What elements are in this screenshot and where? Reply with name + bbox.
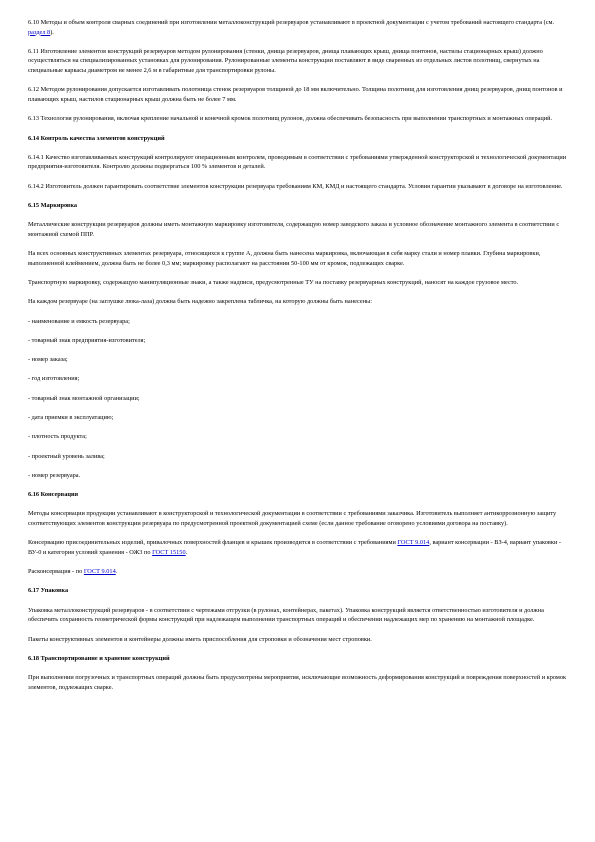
list-item: - товарный знак предприятия-изготовителя;: [28, 336, 146, 344]
paragraph-text: Консервацию присоединительных изделий, привалочных поверхностей фланцев и крышек производится в соответствии с требованиями: [28, 539, 398, 547]
paragraph-6-15-a: Металлические конструкции резервуаров должны иметь монтажную маркировку изготовителя, содержащую номер заводского заказа и условное обозначение монтажного элемента в соответствии с монтажной схемой ППР.: [28, 221, 560, 238]
heading-6-18: 6.18 Транспортирование и хранение конструкций: [28, 654, 170, 662]
paragraph-6-12: 6.12 Методом рулонирования допускается изготавливать полотнища стенок резервуаров толщиной до 18 мм включительно. Толщина полотнищ для изготовления днищ резервуаров, днищ понтонов и плавающих крыш, настилов стационарных крыш должна быть не более 7 мм.: [28, 86, 563, 103]
list-item: - номер резервуара.: [28, 471, 81, 479]
gost-15150-link[interactable]: ГОСТ 15150: [152, 548, 186, 556]
list-item: - номер заказа;: [28, 356, 68, 364]
paragraph-text: .: [115, 568, 118, 576]
paragraph-6-16-c: [28, 567, 567, 577]
list-item: - наименование и емкость резервуара;: [28, 317, 130, 325]
list-item: - проектный уровень залива;: [28, 452, 105, 460]
paragraph-6-14-1: 6.14.1 Качество изготавливаемых конструкций контролируют операционным контролем, проводимым в соответствии с требованиями утвержденной конструкторской и технологической документации предприятия-изготовителя. Контролю должны подвергаться 100 % элементов и деталей.: [28, 153, 567, 171]
paragraph-text: .: [185, 548, 188, 556]
gost-9-014-link[interactable]: ГОСТ 9.014: [397, 539, 430, 547]
paragraph-6-15-d: На каждом резервуаре (на заглушке люка-лаза) должна быть надежно закреплена табличка, на которую должны быть нанесены:: [28, 298, 373, 306]
heading-6-17: 6.17 Упаковка: [28, 587, 69, 595]
paragraph-text: ).: [50, 28, 54, 36]
paragraph-6-13: 6.13 Технология рулонирования, включая крепление начальной и конечной кромок полотнищ рулонов, должна обеспечивать безопасность при выполнении транспортных и монтажных операций.: [28, 115, 553, 123]
paragraph-6-15-b: На всех основных конструктивных элементах резервуара, относящихся к группе А, должна быть нанесена маркировка, включающая в себя марку стали и номер плавки. Глубина маркировки, выполненной клеймением, должна быть не более 0,3 мм; маркировку располагают на расстоянии 50-100 мм от кромок, подлежащих сварке.: [28, 250, 541, 267]
paragraph-6-18-a: При выполнении погрузочных и транспортных операций должны быть предусмотрены мероприятия, исключающие возможность деформирования конструкций и повреждения поверхностей и кромок элементов, подлежащих сварке.: [28, 674, 567, 691]
gost-9-014-link[interactable]: ГОСТ 9.014: [83, 568, 116, 576]
paragraph-text: 6.10 Методы и объем контроля сварных соединений при изготовлении металлоконструкций резервуаров устанавливают в проектной документации с учетом требований настоящего стандарта (см.: [28, 19, 555, 26]
heading-6-14: 6.14 Контроль качества элементов конструкций: [28, 134, 165, 142]
paragraph-6-14-2: 6.14.2 Изготовитель должен гарантировать соответствие элементов конструкции резервуара требованиям КМ, КМД и настоящего стандарта. Условия гарантии указывают в договоре на изготовление.: [28, 182, 563, 190]
paragraph-text: , вариант консервации - ВЗ-4, вариант упаковки - ВУ-0 и категория условий хранения - ОЖ3 по: [28, 539, 561, 556]
list-item: - дата приемки в эксплуатацию;: [28, 413, 114, 421]
paragraph-6-10: [28, 18, 567, 37]
list-item: - плотность продукта;: [28, 433, 87, 441]
list-item: - товарный знак монтажной организации;: [28, 394, 140, 402]
heading-6-16: 6.16 Консервация: [28, 491, 79, 499]
paragraph-6-17-a: Упаковка металлоконструкций резервуаров - в соответствии с чертежами отгрузки (в рулонах, контейнерах, пакетах). Упаковка конструкций является ответственностью изготовителя и должна обеспечить сохранность геометрической формы конструкций при надлежащем выполнении транспортных операций и обеспечении надлежащих мер по хранению на монтажной площадке.: [28, 606, 544, 624]
list-item: - год изготовления;: [28, 375, 80, 383]
paragraph-6-15-c: Транспортную маркировку, содержащую манипуляционные знаки, а также надписи, предусмотренные ТУ на поставку резервуарных конструкций, наносят на каждое грузовое место.: [28, 278, 519, 286]
heading-6-15: 6.15 Маркировка: [28, 201, 78, 209]
paragraph-6-11: 6.11 Изготовление элементов конструкций резервуаров методом рулонирования (стенки, днища резервуаров, днища плавающих крыш, днища понтонов, настилы стационарных крыш) должно осуществляться на специализированных установках для рулонирования. Рулонированные элементы конструкции поставляют в виде сваренных из отдельных листов полотнищ, свернутых на специальные каркасы диаметром не менее 2,6 м в габаритные для транспортировки рулоны.: [28, 47, 543, 75]
section-8-link[interactable]: раздел 8: [28, 28, 51, 36]
paragraph-6-16-b: [28, 538, 567, 557]
paragraph-6-16-a: Методы консервации продукции устанавливают в конструкторской и технологической документации в соответствии с требованиями заказчика. Изготовитель выполняет антикоррозионную защиту соответствующих элементов конструкции резервуара по предусмотренной проектной документацией схеме (если данное требование оговорено условиями договора на поставку).: [28, 510, 557, 527]
paragraph-6-17-b: Пакеты конструктивных элементов и контейнеры должны иметь приспособления для строповки и обозначения мест строповки.: [28, 635, 372, 643]
paragraph-text: Расконсервация - по: [28, 568, 84, 576]
